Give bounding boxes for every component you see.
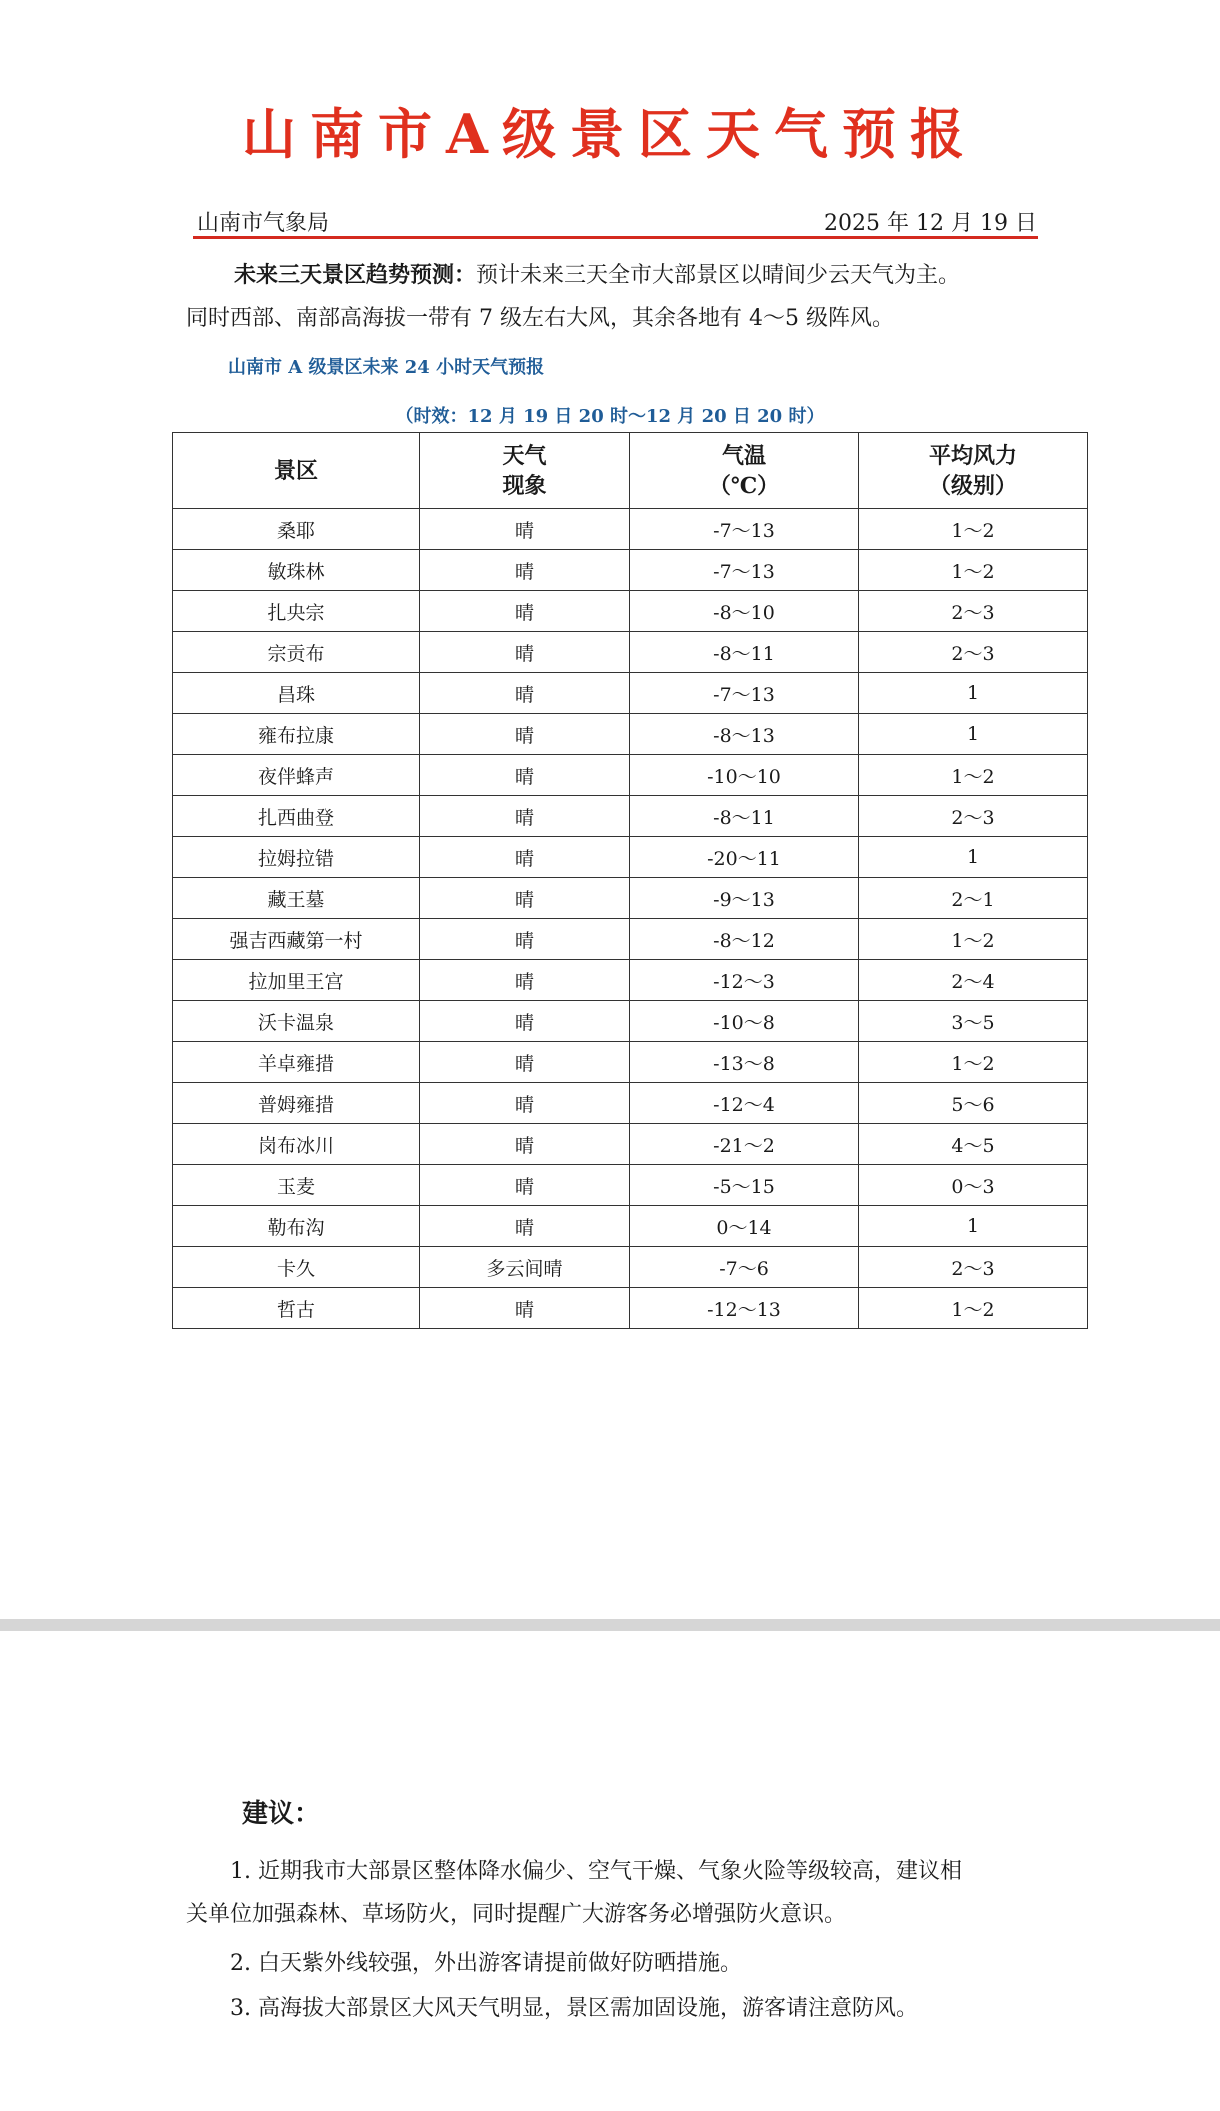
weather-cell: 晴 — [420, 591, 630, 632]
temperature-cell: -12～4 — [630, 1083, 859, 1124]
table-row — [173, 509, 1088, 550]
weather-cell: 晴 — [420, 1001, 630, 1042]
table-row — [173, 1042, 1088, 1083]
wind-cell: 1 — [859, 673, 1088, 714]
table-row — [173, 755, 1088, 796]
header-temperature: 气温 （℃） — [630, 433, 859, 509]
wind-cell: 1 — [859, 837, 1088, 878]
weather-cell: 晴 — [420, 632, 630, 673]
temperature-cell: -13～8 — [630, 1042, 859, 1083]
weather-cell: 晴 — [420, 1042, 630, 1083]
scenic-area-cell: 桑耶 — [173, 509, 420, 550]
scenic-area-cell: 昌珠 — [173, 673, 420, 714]
temperature-cell: -5～15 — [630, 1165, 859, 1206]
weather-cell: 晴 — [420, 878, 630, 919]
issue-date: 2025 年 12 月 19 日 — [824, 211, 1037, 236]
issuing-agency: 山南市气象局 — [197, 211, 330, 236]
table-row — [173, 878, 1088, 919]
table-row — [173, 1083, 1088, 1124]
scenic-area-cell: 扎央宗 — [173, 591, 420, 632]
trend-line-1: 预计未来三天全市大部景区以晴间少云天气为主。 — [476, 263, 961, 288]
weather-cell: 晴 — [420, 919, 630, 960]
wind-cell: 1～2 — [859, 919, 1088, 960]
scenic-area-cell: 卡久 — [173, 1247, 420, 1288]
trend-lead: 未来三天景区趋势预测： — [234, 262, 477, 288]
header-weather: 天气 现象 — [420, 433, 630, 509]
weather-cell: 晴 — [420, 673, 630, 714]
scenic-area-cell: 雍布拉康 — [173, 714, 420, 755]
page-separator — [0, 1619, 1220, 1631]
wind-cell: 1～2 — [859, 755, 1088, 796]
scenic-area-cell: 岗布冰川 — [173, 1124, 420, 1165]
temperature-cell: -10～10 — [630, 755, 859, 796]
table-row — [173, 591, 1088, 632]
wind-cell: 2～3 — [859, 632, 1088, 673]
wind-cell: 1 — [859, 1206, 1088, 1247]
table-row — [173, 1288, 1088, 1329]
temperature-cell: -8～11 — [630, 796, 859, 837]
scenic-area-cell: 藏王墓 — [173, 878, 420, 919]
temperature-cell: -9～13 — [630, 878, 859, 919]
weather-cell: 晴 — [420, 1288, 630, 1329]
scenic-area-cell: 玉麦 — [173, 1165, 420, 1206]
temperature-cell: -8～13 — [630, 714, 859, 755]
weather-cell: 多云间晴 — [420, 1247, 630, 1288]
wind-cell: 1～2 — [859, 1042, 1088, 1083]
table-row — [173, 1124, 1088, 1165]
table-row — [173, 837, 1088, 878]
advice-item-1: 1. 近期我市大部景区整体降水偏少、空气干燥、气象火险等级较高，建议相 关单位加强森林、草场防火，同时提醒广大游客务必增强防火意识。 — [186, 1859, 962, 1927]
temperature-cell: -20～11 — [630, 837, 859, 878]
wind-cell: 2～3 — [859, 796, 1088, 837]
table-row — [173, 632, 1088, 673]
advice-item-2: 2. 白天紫外线较强，外出游客请提前做好防晒措施。 — [230, 1951, 742, 1976]
weather-cell: 晴 — [420, 1124, 630, 1165]
scenic-area-cell: 拉姆拉错 — [173, 837, 420, 878]
weather-cell: 晴 — [420, 509, 630, 550]
scenic-area-cell: 敏珠林 — [173, 550, 420, 591]
scenic-area-cell: 拉加里王宫 — [173, 960, 420, 1001]
scenic-area-cell: 羊卓雍措 — [173, 1042, 420, 1083]
wind-cell: 1～2 — [859, 509, 1088, 550]
temperature-cell: -8～12 — [630, 919, 859, 960]
wind-cell: 4～5 — [859, 1124, 1088, 1165]
validity-period: （时效：12 月 19 日 20 时～12 月 20 日 20 时） — [395, 406, 825, 427]
weather-cell: 晴 — [420, 960, 630, 1001]
scenic-area-cell: 宗贡布 — [173, 632, 420, 673]
wind-cell: 2～3 — [859, 1247, 1088, 1288]
header-scenic-area: 景区 — [173, 433, 420, 509]
wind-cell: 1 — [859, 714, 1088, 755]
scenic-area-cell: 普姆雍措 — [173, 1083, 420, 1124]
table-subtitle: 山南市 A 级景区未来 24 小时天气预报 — [228, 357, 545, 378]
page-title: 山南市A级景区天气预报 — [242, 102, 978, 166]
temperature-cell: -7～13 — [630, 550, 859, 591]
scenic-area-cell: 扎西曲登 — [173, 796, 420, 837]
table-row — [173, 550, 1088, 591]
scenic-area-cell: 沃卡温泉 — [173, 1001, 420, 1042]
temperature-cell: -12～3 — [630, 960, 859, 1001]
weather-cell: 晴 — [420, 796, 630, 837]
temperature-cell: -8～10 — [630, 591, 859, 632]
temperature-cell: -12～13 — [630, 1288, 859, 1329]
temperature-cell: -21～2 — [630, 1124, 859, 1165]
temperature-cell: -7～13 — [630, 509, 859, 550]
table-row — [173, 919, 1088, 960]
table-row — [173, 1206, 1088, 1247]
temperature-cell: -7～6 — [630, 1247, 859, 1288]
table-row — [173, 673, 1088, 714]
advice-title: 建议： — [242, 1799, 321, 1829]
scenic-area-cell: 勒布沟 — [173, 1206, 420, 1247]
table-row — [173, 1001, 1088, 1042]
header-divider — [193, 236, 1038, 239]
weather-cell: 晴 — [420, 714, 630, 755]
wind-cell: 2～1 — [859, 878, 1088, 919]
weather-cell: 晴 — [420, 1165, 630, 1206]
wind-cell: 0～3 — [859, 1165, 1088, 1206]
weather-cell: 晴 — [420, 755, 630, 796]
temperature-cell: -8～11 — [630, 632, 859, 673]
advice-item-3: 3. 高海拔大部景区大风天气明显，景区需加固设施，游客请注意防风。 — [230, 1996, 918, 2021]
table-row — [173, 1165, 1088, 1206]
scenic-area-cell: 哲古 — [173, 1288, 420, 1329]
wind-cell: 2～3 — [859, 591, 1088, 632]
temperature-cell: -10～8 — [630, 1001, 859, 1042]
weather-cell: 晴 — [420, 550, 630, 591]
wind-cell: 1～2 — [859, 550, 1088, 591]
weather-cell: 晴 — [420, 1083, 630, 1124]
table-row — [173, 1247, 1088, 1288]
scenic-area-cell: 夜伴蜂声 — [173, 755, 420, 796]
forecast-table — [172, 432, 1088, 1329]
table-header-row — [173, 433, 1088, 509]
wind-cell: 5～6 — [859, 1083, 1088, 1124]
header-wind: 平均风力 （级别） — [859, 433, 1088, 509]
table-row — [173, 960, 1088, 1001]
weather-cell: 晴 — [420, 1206, 630, 1247]
table-row — [173, 796, 1088, 837]
temperature-cell: 0～14 — [630, 1206, 859, 1247]
scenic-area-cell: 强吉西藏第一村 — [173, 919, 420, 960]
temperature-cell: -7～13 — [630, 673, 859, 714]
wind-cell: 1～2 — [859, 1288, 1088, 1329]
wind-cell: 2～4 — [859, 960, 1088, 1001]
table-row — [173, 714, 1088, 755]
trend-line-2: 同时西部、南部高海拔一带有 7 级左右大风，其余各地有 4～5 级阵风。 — [186, 306, 894, 331]
trend-forecast — [186, 254, 1046, 340]
weather-cell: 晴 — [420, 837, 630, 878]
wind-cell: 3～5 — [859, 1001, 1088, 1042]
